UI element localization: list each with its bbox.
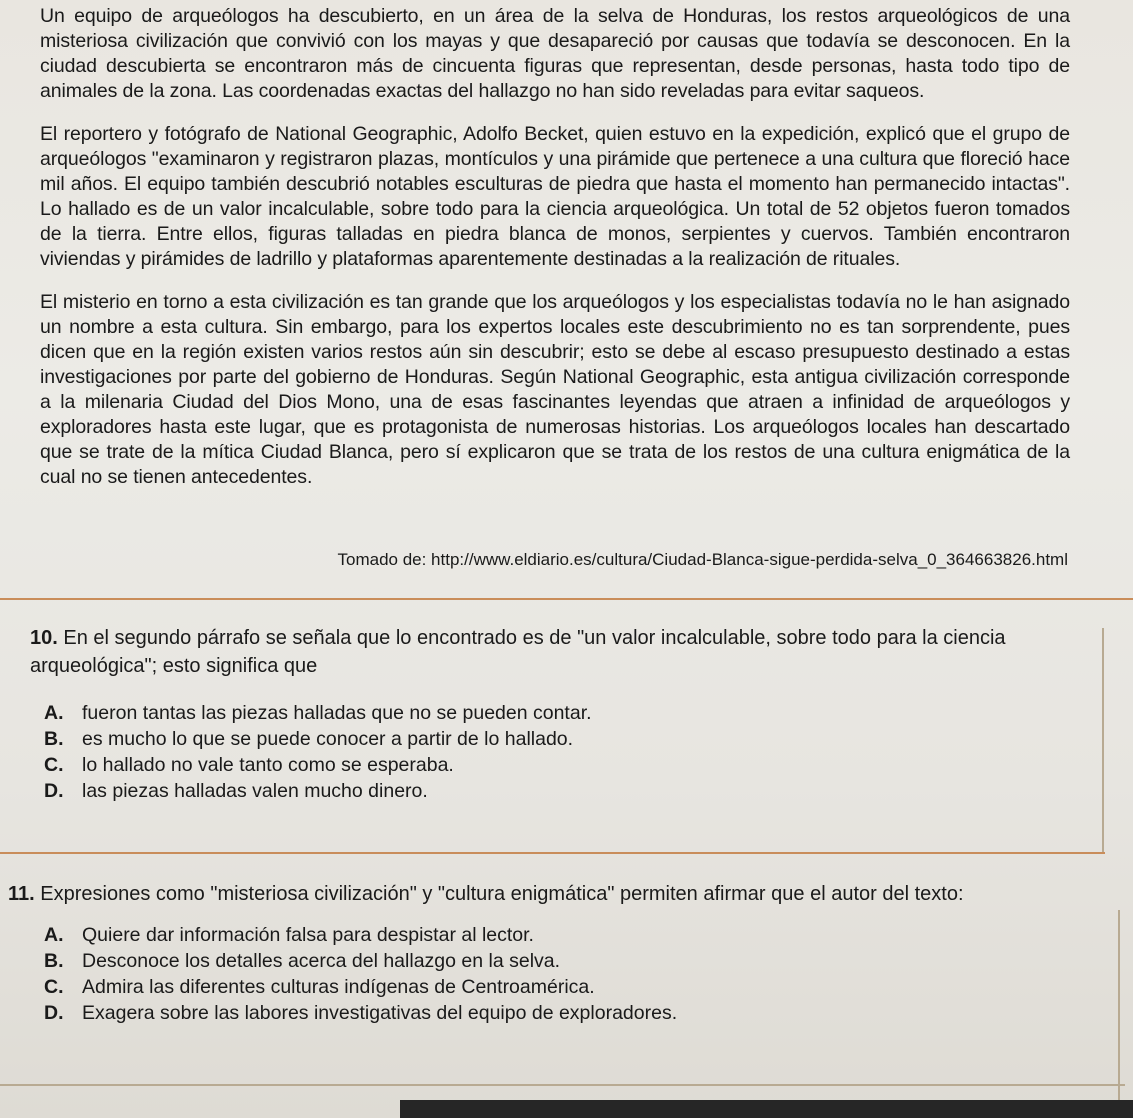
paragraph-3: El misterio en torno a esta civilización es tan grande que los arqueólogos y los especialistas todavía no le han asignado un nombre a esta cultura. Sin embargo, para los expertos locales este descubrimiento no es tan sorprendente, pues dicen que en la región existen varios restos aún sin descubrir; esto se debe al escaso presupuesto destinado a estas investigaciones por parte del gobierno de Honduras. Según National Geographic, esta antigua civilización corresponde a la milenaria Ciudad del Dios Mono, una de esas fascinantes leyendas que atraen a infinidad de arqueólogos y exploradores hasta este lugar, que es protagonista de numerosas historias. Los arqueólogos locales han descartado que se trate de la mítica Ciudad Blanca, pero sí explicaron que se trata de los restos de una cultura enigmática de la cual no se tienen antecedentes. — [40, 291, 1070, 488]
question-box-border-right — [1118, 910, 1120, 1100]
paragraph-1: Un equipo de arqueólogos ha descubierto, en un área de la selva de Honduras, los restos arqueológicos de una misteriosa civilización que convivió con los mayas y que desapareció por causas que todavía se desconocen. En la ciudad descubierta se encontraron más de cincuenta figuras que representan, desde personas, hasta todo tipo de animales de la zona. Las coordenadas exactas del hallazgo no han sido reveladas para evitar saqueos. — [40, 5, 1070, 102]
question-divider — [0, 852, 1105, 854]
option-11b[interactable]: B. Desconoce los detalles acerca del hallazgo en la selva. — [44, 950, 561, 972]
question-11-stem — [8, 880, 1098, 908]
option-10a[interactable]: A. fueron tantas las piezas halladas que no se pueden contar. — [44, 702, 592, 724]
reading-passage — [40, 4, 1070, 508]
option-10d[interactable]: D. las piezas halladas valen mucho dinero. — [44, 780, 428, 802]
section-divider — [0, 598, 1133, 600]
question-10-number: 10. — [30, 627, 58, 649]
option-11c[interactable]: C. Admira las diferentes culturas indígenas de Centroamérica. — [44, 976, 595, 998]
page-edge-shadow — [400, 1100, 1133, 1118]
question-11 — [8, 880, 1098, 1026]
question-10 — [30, 624, 1100, 804]
question-10-text: En el segundo párrafo se señala que lo encontrado es de "un valor incalculable, sobre todo para la ciencia arqueológica"; esto significa que — [30, 627, 1006, 677]
question-10-stem — [30, 624, 1100, 680]
source-citation: Tomado de: http://www.eldiario.es/cultura/Ciudad-Blanca-sigue-perdida-selva_0_364663826.html — [337, 550, 1068, 569]
bottom-divider — [0, 1084, 1125, 1086]
question-11-text: Expresiones como "misteriosa civilización" y "cultura enigmática" permiten afirmar que el autor del texto: — [40, 883, 964, 905]
question-box-border — [1102, 628, 1104, 854]
question-10-options — [30, 700, 1100, 804]
option-10b[interactable]: B. es mucho lo que se puede conocer a partir de lo hallado. — [44, 728, 574, 750]
option-10c[interactable]: C. lo hallado no vale tanto como se esperaba. — [44, 754, 454, 776]
question-11-options — [8, 922, 1098, 1026]
option-11d[interactable]: D. Exagera sobre las labores investigativas del equipo de exploradores. — [44, 1002, 678, 1024]
paragraph-2: El reportero y fotógrafo de National Geographic, Adolfo Becket, quien estuvo en la expedición, explicó que el grupo de arqueólogos "examinaron y registraron plazas, montículos y una pirámide que pertenece a una cultura que floreció hace mil años. El equipo también descubrió notables esculturas de piedra que hasta el momento han permanecido intactas". Lo hallado es de un valor incalculable, sobre todo para la ciencia arqueológica. Un total de 52 objetos fueron tomados de la tierra. Entre ellos, figuras talladas en piedra blanca de monos, serpientes y cuervos. También encontraron viviendas y pirámides de ladrillo y plataformas aparentemente destinadas a la realización de rituales. — [40, 123, 1070, 270]
question-11-number: 11. — [8, 883, 35, 905]
option-11a[interactable]: A. Quiere dar información falsa para despistar al lector. — [44, 924, 534, 946]
